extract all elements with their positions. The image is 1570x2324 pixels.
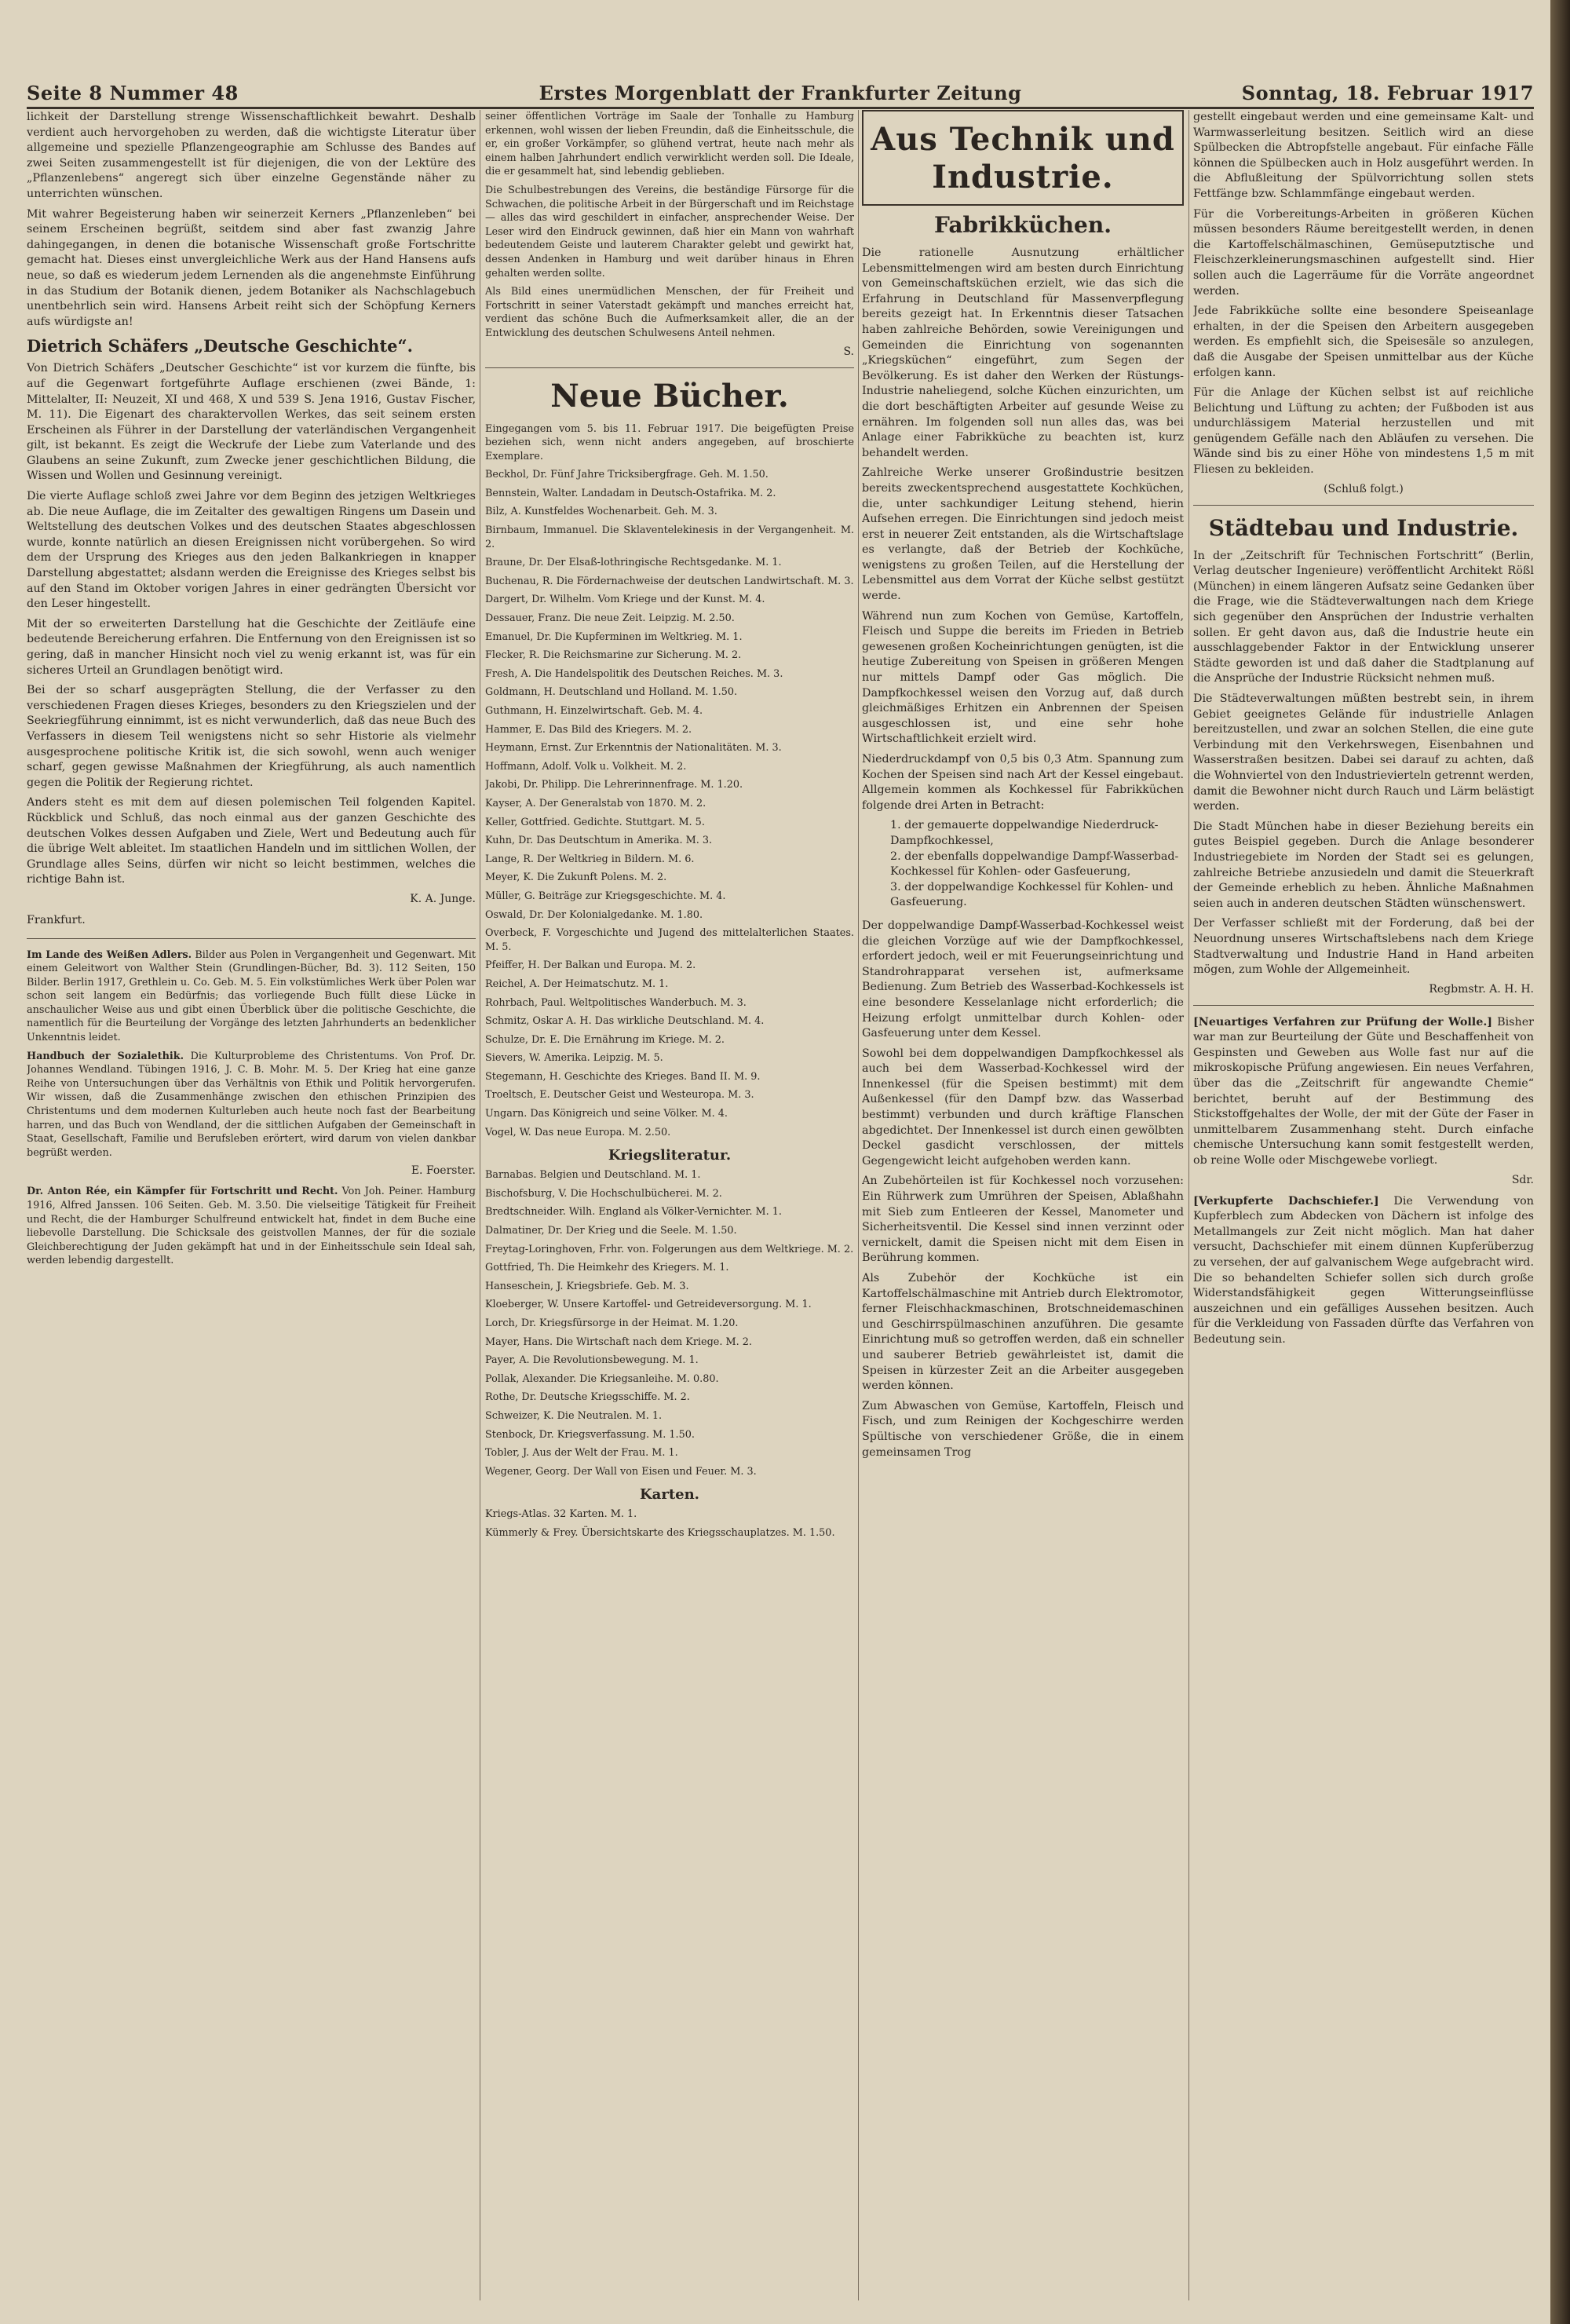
book-entry: Troeltsch, E. Deutscher Geist und Westeuropa. M. 3.	[485, 1089, 754, 1102]
book-entry: Overbeck, F. Vorgeschichte und Jugend des mittelalterlichen Staates. M. 5.	[485, 927, 854, 953]
book-entry: Barnabas. Belgien und Deutschland. M. 1.	[485, 1169, 701, 1182]
book-entry: Pollak, Alexander. Die Kriegsanleihe. M. 0.80.	[485, 1372, 719, 1385]
book-entry: Bennstein, Walter. Landadam in Deutsch-Ostafrika. M. 2.	[485, 487, 776, 499]
book-title: Dr. Anton Rée, ein Kämpfer für Fortschritt und Recht.	[27, 1186, 338, 1198]
book-entry: Kloeberger, W. Unsere Kartoffel- und Getreideversorgung. M. 1.	[485, 1299, 812, 1311]
note-signature: Sdr.	[1511, 1173, 1534, 1186]
book-entry: Beckhol, Dr. Fünf Jahre Tricksibergfrage. Geh. M. 1.50.	[485, 469, 769, 481]
book-entry: Reichel, A. Der Heimatschutz. M. 1.	[485, 977, 669, 990]
book-review	[27, 1050, 476, 1160]
book-entry: Schulze, Dr. E. Die Ernährung im Kriege. M. 2.	[485, 1033, 725, 1046]
book-entry: Stegemann, H. Geschichte des Krieges. Band II. M. 9.	[485, 1070, 761, 1083]
new-books-intro: Eingegangen vom 5. bis 11. Februar 1917. Die beigefügten Preise beziehen sich, wenn nicht anders angegeben, auf broschierte Exemplare.	[485, 422, 854, 462]
column-1	[27, 110, 476, 2300]
book-entry: Sievers, W. Amerika. Leipzig. M. 5.	[485, 1052, 663, 1065]
column-3	[862, 110, 1184, 2300]
divider	[27, 938, 476, 939]
paragraph: Bei der so scharf ausgeprägten Stellung, die der Verfasser zu den verschiedenen Fragen dieses Krieges, besonders zu den Kriegszielen und der Seekriegführung einnimmt, ist es nicht verwunderlich, daß das neue Buch des Verfassers in diesem Teil wenigstens nicht so sehr Historie als vielmehr ausgesprochene politische Kritik ist, die sich sowohl, wenn auch weniger scharf, gegen gewisse Maßnahmen der Kriegführung, als auch namentlich gegen die Politik der Regierung richtet.	[27, 684, 476, 789]
note	[1193, 1015, 1534, 1169]
header-date: Sonntag, 18. Februar 1917	[1241, 82, 1534, 104]
book-entry: Flecker, R. Die Reichsmarine zur Sicherung. M. 2.	[485, 649, 742, 662]
new-books-heading: Neue Bücher.	[550, 377, 789, 415]
list-item: 1. der gemauerte doppelwandige Niederdruck-Dampfkochkessel,	[890, 819, 1159, 847]
book-review	[27, 1185, 476, 1268]
paragraph: Als Bild eines unermüdlichen Menschen, der für Freiheit und Fortschritt in seiner Vaterstadt gekämpft und manches erreicht hat, verdient das schöne Buch die Aufmerksamkeit aller, die an der Entwicklung des deutschen Schulwesens Anteil nehmen.	[485, 286, 854, 339]
book-entry: Fresh, A. Die Handelspolitik des Deutschen Reiches. M. 3.	[485, 667, 783, 680]
column-rule	[1188, 110, 1189, 2300]
book-entry: Schmitz, Oskar A. H. Das wirkliche Deutschland. M. 4.	[485, 1015, 765, 1028]
article-title: Fabrikküchen.	[934, 212, 1112, 238]
paragraph: Die Schulbestrebungen des Vereins, die beständige Fürsorge für die Schwachen, die politische Arbeit in der Bürgerschaft und im Reichstage — alles das wird geschildert in einfacher, ansprechender Weise. Der Leser wird den Eindruck gewinnen, daß hier ein Mann von wahrhaft bedeutendem Geiste und lauterem Charakter gelebt und gewirkt hat, dessen Andenken in Hamburg und weit darüber hinaus in Ehren gehalten werden sollte.	[485, 184, 854, 280]
paragraph: Zahlreiche Werke unserer Großindustrie besitzen bereits zweckentsprechend ausgestattete Kochküchen, die, unter sachkundiger Leitung stehend, hierin Aufsehen erregen. Die Einrichtungen sind jedoch meist erst in neuerer Zeit entstanden, als die Wirtschaftslage es verlangte, daß der Betrieb der Kochküche, wenigstens zu großen Teilen, auf die Herstellung der Lebensmittel aus dem Vorrat der Küche selbst gestützt werde.	[862, 466, 1184, 603]
paragraph: Von Dietrich Schäfers „Deutscher Geschichte“ ist vor kurzem die fünfte, bis auf die Gegenwart fortgeführte Auflage erschienen (zwei Bände, 1: Mittelalter, II: Neuzeit, XI und 468, X und 539 S. Jena 1916, Gustav Fischer, M. 11). Die Eigenart des charaktervollen Werkes, das seit seinem ersten Erscheinen als Führer in der Darstellung der vaterländischen Vergangenheit gilt, ist bekannt. Es zeigt die Weckrufe der Liebe zum Vaterlande und des Glaubens an seine Zukunft, zum Zwecke jener geschichtlichen Bildung, die Wissen und Wollen und Gesinnung vereinigt.	[27, 362, 476, 483]
paragraph: Während nun zum Kochen von Gemüse, Kartoffeln, Fleisch und Suppe die bereits im Frieden in Betrieb gewesenen großen Kocheinrichtungen genügten, ist die heutige Zubereitung von Speisen in größeren Mengen nur mittels Dampf oder Gas möglich. Die Dampfkochkessel weisen den Vorzug auf, daß durch gleichmäßiges Erhitzen ein Anbrennen der Speisen ausgeschlossen ist, und eine sehr hohe Wirtschaftlichkeit erzielt wird.	[862, 609, 1184, 746]
paragraph: Die rationelle Ausnutzung erhältlicher Lebensmittelmengen wird am besten durch Einrichtung von Gemeinschaftsküchen erzielt, wie das sich die Erfahrung in Deutschland für Massenverpflegung bereits gezeigt hat. In Erkenntnis dieser Tatsachen haben zahlreiche Behörden, sowie Vereinigungen und Gemeinden die Einrichtung von sogenannten „Kriegsküchen“ eingeführt, zum Segen der Bevölkerung. Es ist daher den Werken der Rüstungs-Industrie naheliegend, solche Küchen einzurichten, um die dort beschäftigten Arbeiter auf gesunde Weise zu ernähren. Im folgenden soll nun alles das, was bei Anlage einer Fabrikküche zu beachten ist, kurz behandelt werden.	[862, 247, 1184, 459]
paragraph: Niederdruckdampf von 0,5 bis 0,3 Atm. Spannung zum Kochen der Speisen sind nach Art der Kessel eingebaut. Allgemein kommen als Kochkessel für Fabrikküchen folgende drei Arten in Betracht:	[862, 753, 1184, 812]
divider	[1193, 1005, 1534, 1006]
paragraph: Die Städteverwaltungen müßten bestrebt sein, in ihrem Gebiet geeignetes Gelände für industrielle Anlagen bereitzustellen, und zwar an solchen Stellen, die eine gute Verbindung mit den Verkehrswegen, Eisenbahnen und Wasserstraßen besitzen. Dabei sei darauf zu achten, daß die Wohnviertel von den Industrievierteln getrennt werden, damit die Bewohner nicht durch Rauch und Lärm belästigt werden.	[1193, 692, 1534, 813]
book-entry: Hanseschein, J. Kriegsbriefe. Geb. M. 3.	[485, 1280, 689, 1292]
book-entry: Müller, G. Beiträge zur Kriegsgeschichte. M. 4.	[485, 890, 726, 902]
column-2	[485, 110, 854, 2300]
book-text: Die Kulturprobleme des Christentums. Von Prof. Dr. Johannes Wendland. Tübingen 1916, J. C. B. Mohr. M. 5. Der Krieg hat eine ganze Reihe von Untersuchungen über das Verhältnis von Ethik und Politik hervorgerufen. Wir wissen, daß die Zusammenhänge zwischen den ethischen Prinzipien des Christentums und dem modernen Kulturleben auch heute noch fast der Bearbeitung harren, und das Buch von Wendland, der die sittlichen Aufgaben der Gemeinschaft in Staat, Gesellschaft, Familie und Berufsleben erörtert, wird darum von vielen dankbar begrüßt werden.	[27, 1050, 476, 1159]
book-entry: Emanuel, Dr. Die Kupferminen im Weltkrieg. M. 1.	[485, 630, 743, 643]
book-title: Handbuch der Sozialethik.	[27, 1050, 184, 1062]
paragraph: Die vierte Auflage schloß zwei Jahre vor dem Beginn des jetzigen Weltkrieges ab. Die neue Auflage, die im Zeitalter des gewaltigen Ringens um Dasein und Weltstellung des deutschen Volkes und des deutschen Staates abgeschlossen wurde, konnte natürlich an diesen Ereignissen nicht vorübergehen. So wird dem der Ursprung des Krieges aus den jeden Balkankriegen in knapper Darstellung abgestattet; alsdann werden die Ereignisse des Krieges selbst bis auf den Stand im Oktober vorigen Jahres in einer gedrängten Übersicht vor den Leser hingestellt.	[27, 490, 476, 611]
signature: S.	[843, 345, 854, 358]
book-signature: E. Foerster.	[411, 1164, 476, 1178]
column-4	[1193, 110, 1534, 2300]
column-rule	[858, 110, 859, 2300]
book-entry: Hammer, E. Das Bild des Kriegers. M. 2.	[485, 723, 692, 736]
header-page-number: Seite 8 Nummer 48	[27, 82, 239, 104]
book-entry: Kayser, A. Der Generalstab von 1870. M. 2.	[485, 797, 706, 809]
note-title: [Verkupferte Dachschiefer.]	[1193, 1194, 1379, 1208]
paragraph: Als Zubehör der Kochküche ist ein Kartoffelschälmaschine mit Antrieb durch Elektromotor, ferner Fleischhackmaschinen, Brotschneidemaschinen und Geschirrspülmaschinen anzuführen. Die gesamte Einrichtung muß so getroffen werden, daß ein schneller und sauberer Betrieb gewährleistet ist, damit die Speisen in kürzester Zeit an die Arbeiter ausgegeben werden können.	[862, 1272, 1184, 1393]
war-literature-list	[485, 1168, 854, 1478]
war-literature-heading: Kriegsliteratur.	[608, 1147, 732, 1164]
book-entry: Bredtschneider. Wilh. England als Völker-Vernichter. M. 1.	[485, 1206, 782, 1219]
book-entry: Gottfried, Th. Die Heimkehr des Kriegers. M. 1.	[485, 1262, 729, 1274]
note	[1193, 1194, 1534, 1348]
book-entry: Wegener, Georg. Der Wall von Eisen und Feuer. M. 3.	[485, 1465, 757, 1478]
paragraph: Mit wahrer Begeisterung haben wir seinerzeit Kerners „Pflanzenleben“ bei seinem Erscheinen begrüßt, seitdem sind aber fast zwanzig Jahre dahingegangen, in denen die botanische Wissenschaft große Fortschritte gemacht hat. Dieses einst unvergleichliche Werk aus der Hand Hansens aufs neue, so daß es wiederum jedem Lernenden als die angenehmste Einführung in das Studium der Botanik dienen, jedem Botaniker als Nachschlagebuch unentbehrlich sein wird. Hansens Arbeit reiht sich der Schöpfung Kerners aufs würdigste an!	[27, 207, 476, 328]
paragraph: Für die Vorbereitungs-Arbeiten in größeren Küchen müssen besonders Räume bereitgestellt werden, in denen die Kartoffelschälmaschinen, Gemüseputztische und Fleischzerkleinerungsmaschinen aufgestellt sind. Hier sollen auch die Lagerräume für die Vorräte angeordnet werden.	[1193, 207, 1534, 298]
paragraph: gestellt eingebaut werden und eine gemeinsame Kalt- und Warmwasserleitung besitzen. Seitlich wird an diese Spülbecken die Abtropfstelle angebaut. Für einfache Fälle können die Spülbecken auch in Holz ausgeführt werden. In die Abflußleitung der Spülvorrichtung sollen stets Fettfänge bzw. Schlammfänge eingebaut werden.	[1193, 111, 1534, 200]
paragraph: Anders steht es mit dem auf diesen polemischen Teil folgenden Kapitel. Rückblick und Schluß, das noch einmal aus der ganzen Geschichte des deutschen Volkes dessen Aufgaben und Ziele, Wert und Bedeutung auch für die übrige Welt ableitet. Im staatlichen Handeln und im sittlichen Wollen, der Grundlage alles Seins, dürfen wir nicht so leicht bestimmen, welches die richtige Bahn ist.	[27, 796, 476, 886]
book-entry: Guthmann, H. Einzelwirtschaft. Geb. M. 4.	[485, 705, 703, 717]
article-signature: Regbmstr. A. H. H.	[1429, 982, 1534, 996]
book-text: Von Joh. Peiner. Hamburg 1916, Alfred Janssen. 106 Seiten. Geb. M. 3.50. Die vielseitige Tätigkeit für Freiheit und Recht, die der Hamburger Schulfreund entwickelt hat, findet in dem Buche eine liebevolle Darstellung. Die Schicksale des geistvollen Mannes, der für die soziale Gleichberechtigung der Juden gekämpft hat und in der Einheitsschule sein Ideal sah, werden lebendig dargestellt.	[27, 1186, 476, 1267]
book-entry: Heymann, Ernst. Zur Erkenntnis der Nationalitäten. M. 3.	[485, 742, 782, 755]
book-entry: Dargert, Dr. Wilhelm. Vom Kriege und der Kunst. M. 4.	[485, 594, 765, 606]
book-entry: Bilz, A. Kunstfeldes Wochenarbeit. Geh. M. 3.	[485, 506, 717, 518]
book-entry: Dalmatiner, Dr. Der Krieg und die Seele. M. 1.50.	[485, 1225, 737, 1237]
book-entry: Rothe, Dr. Deutsche Kriegsschiffe. M. 2.	[485, 1391, 690, 1404]
maps-heading: Karten.	[640, 1486, 699, 1504]
review-signature: K. A. Junge.	[410, 892, 476, 905]
paragraph: In der „Zeitschrift für Technischen Fortschritt“ (Berlin, Verlag deutscher Ingenieure) veröffentlicht Architekt Rößl (München) in einem längeren Aufsatz seine Gedanken über die Frage, wie die Städteverwaltungen nach dem Kriege sich gegenüber den Ansprüchen der Industrie verhalten sollen. Er geht davon aus, daß die Industrie heute ein ausschlaggebender Faktor in der Entwicklung unserer Städte geworden ist und daß daher die Stadtplanung auf die Ansprüche der Industrie Rücksicht nehmen muß.	[1193, 549, 1534, 685]
maps-list	[485, 1507, 854, 1540]
review-title: Dietrich Schäfers „Deutsche Geschichte“.	[27, 336, 413, 356]
paragraph: An Zubehörteilen ist für Kochkessel noch vorzusehen: Ein Rührwerk zum Umrühren der Speisen, Ablaßhahn mit Sieb zum Entleeren der Kessel, Manometer und Sicherheitsventil. Die Kessel sind innen verzinnt oder vernickelt, damit die Speisen nicht mit dem Eisen in Berührung kommen.	[862, 1175, 1184, 1265]
book-entry: Schweizer, K. Die Neutralen. M. 1.	[485, 1409, 663, 1422]
continued-note: (Schluß folgt.)	[1324, 482, 1404, 495]
book-entry: Payer, A. Die Revolutionsbewegung. M. 1.	[485, 1354, 699, 1367]
book-entry: Bischofsburg, V. Die Hochschulbücherei. M. 2.	[485, 1187, 722, 1200]
note-title: [Neuartiges Verfahren zur Prüfung der Wolle.]	[1193, 1015, 1493, 1029]
article-title: Städtebau und Industrie.	[1208, 514, 1519, 541]
book-entry: Lorch, Dr. Kriegsfürsorge in der Heimat. M. 1.20.	[485, 1317, 739, 1329]
book-entry: Ungarn. Das Königreich und seine Völker. M. 4.	[485, 1108, 728, 1120]
note-text: Die Verwendung von Kupferblech zum Abdecken von Dächern ist infolge des Metallmangels zur Zeit nicht möglich. Man hat daher versucht, Dachschiefer mit einem dünnen Kupferüberzug zu versehen, der auf galvanischem Wege aufgebracht wird. Die so behandelten Schiefer sollen sich durch große Widerstandsfähigkeit gegen Witterungseinflüsse auszeichnen und ein gefälliges Aussehen besitzen. Auch für die Verkleidung von Fassaden dürfte das Verfahren von Bedeutung sein.	[1193, 1194, 1534, 1346]
book-entry: Jakobi, Dr. Philipp. Die Lehrerinnenfrage. M. 1.20.	[485, 779, 743, 791]
paragraph: Der doppelwandige Dampf-Wasserbad-Kochkessel weist die gleichen Vorzüge auf wie der Dampfkochkessel, erfordert jedoch, weil er mit Feuerungseinrichtung und Standrohrapparat versehen ist, aufmerksame Bedienung. Zum Betrieb des Wasserbad-Kochkessels ist eine besondere Kesselanlage nicht erforderlich; die Heizung erfolgt unmittelbar durch Kohlen- oder Gasfeuerung unter dem Kessel.	[862, 919, 1184, 1040]
divider	[1193, 505, 1534, 506]
book-text: Bilder aus Polen in Vergangenheit und Gegenwart. Mit einem Geleitwort von Walther Stein (Grundlingen-Bücher, Bd. 3). 112 Seiten, 150 Bilder. Berlin 1917, Grethlein u. Co. Geb. M. 5. Ein volkstümliches Werk über Polen war schon seit langem ein Bedürfnis; das vorliegende Buch füllt diese Lücke in anschaulicher Weise aus und gibt einen Überblick über die politische Geschichte, die namentlich für die Beurteilung der Vorgänge des letzten Jahrhunderts an bedenklicher Unkenntnis leidet.	[27, 948, 476, 1044]
list-item: 2. der ebenfalls doppelwandige Dampf-Wasserbad-Kochkessel für Kohlen- oder Gasfeuerung,	[890, 850, 1179, 879]
kettle-types-list	[890, 818, 1184, 911]
book-entry: Meyer, K. Die Zukunft Polens. M. 2.	[485, 872, 667, 884]
paragraph: Der Verfasser schließt mit der Forderung, daß bei der Neuordnung unseres Wirtschaftslebens nach dem Kriege Stadtverwaltung und Industrie Hand in Hand arbeiten mögen, zum Wohle der Allgemeinheit.	[1193, 917, 1534, 977]
book-entry: Tobler, J. Aus der Welt der Frau. M. 1.	[485, 1447, 678, 1460]
book-entry: Buchenau, R. Die Fördernachweise der deutschen Landwirtschaft. M. 3.	[485, 575, 854, 587]
book-entry: Vogel, W. Das neue Europa. M. 2.50.	[485, 1126, 671, 1138]
book-entry: Kriegs-Atlas. 32 Karten. M. 1.	[485, 1508, 637, 1521]
book-entry: Stenbock, Dr. Kriegsverfassung. M. 1.50.	[485, 1428, 695, 1441]
book-entry: Birnbaum, Immanuel. Die Sklaventelekinesis in der Vergangenheit. M. 2.	[485, 524, 854, 550]
page-header	[27, 79, 1534, 109]
list-item: 3. der doppelwandige Kochkessel für Kohlen- und Gasfeuerung.	[890, 880, 1174, 909]
divider	[485, 367, 854, 368]
book-entry: Braune, Dr. Der Elsaß-lothringische Rechtsgedanke. M. 1.	[485, 557, 782, 569]
paragraph: Jede Fabrikküche sollte eine besondere Speiseanlage erhalten, in der die Speisen den Arbeitern ausgegeben werden. Es empfiehlt sich, die Speisesäle so anzulegen, daß die Ausgabe der Speisen unmittelbar aus der Küche erfolgen kann.	[1193, 305, 1534, 379]
book-entry: Freytag-Loringhoven, Frhr. von. Folgerungen aus dem Weltkriege. M. 2.	[485, 1243, 854, 1255]
book-entry: Goldmann, H. Deutschland und Holland. M. 1.50.	[485, 686, 738, 699]
paragraph: seiner öffentlichen Vorträge im Saale der Tonhalle zu Hamburg erkennen, wohl wissen der lieben Freundin, daß die Einheitsschule, die er, ein großer Vorkämpfer, so glühend vertrat, heute nach mehr als einem halben Jahrhundert endlich verwirklicht werden soll. Die Ideale, die er gesammelt hat, sind lebendig geblieben.	[485, 111, 854, 178]
book-entry: Oswald, Dr. Der Kolonialgedanke. M. 1.80.	[485, 908, 703, 921]
book-entry: Hoffmann, Adolf. Volk u. Volkheit. M. 2.	[485, 760, 687, 773]
book-entry: Mayer, Hans. Die Wirtschaft nach dem Kriege. M. 2.	[485, 1336, 752, 1348]
note-text: Bisher war man zur Beurteilung der Güte und Beschaffenheit von Gespinsten und Geweben aus Wolle fast nur auf die mikroskopische Prüfung angewiesen. Ein neues Verfahren, über das die „Zeitschrift für angewandte Chemie“ berichtet, beruht auf der Bestimmung des Stickstoffgehaltes der Wolle, der mit der Güte der Faser in unmittelbarem Zusammenhang steht. Durch einfache chemische Untersuchung kann somit festgestellt werden, ob reine Wolle oder Mischgewebe vorliegt.	[1193, 1015, 1534, 1167]
header-newspaper-title: Erstes Morgenblatt der Frankfurter Zeitung	[539, 82, 1022, 104]
book-entry: Kuhn, Dr. Das Deutschtum in Amerika. M. 3.	[485, 835, 713, 847]
page-binding-edge	[1550, 0, 1570, 2324]
section-heading: Aus Technik und Industrie.	[871, 121, 1175, 195]
paragraph: Zum Abwaschen von Gemüse, Kartoffeln, Fleisch und Fisch, und zum Reinigen der Kochgeschirre werden Spültische von verschiedener Größe, die in einem gemeinsamen Trog	[862, 1399, 1184, 1459]
paragraph: Für die Anlage der Küchen selbst ist auf reichliche Belichtung und Lüftung zu achten; der Fußboden ist aus undurchlässigem Material herzustellen und mit genügendem Gefälle nach den Abläufen zu versehen. Die Wände sind bis zu einer Höhe von mindestens 1,5 m mit Fliesen zu bekleiden.	[1193, 386, 1534, 477]
new-books-list	[485, 468, 854, 1139]
paragraph: Sowohl bei dem doppelwandigen Dampfkochkessel als auch bei dem Wasserbad-Kochkessel wird der Innenkessel (für die Speisen bestimmt) mit dem Außenkessel (für den Dampf bzw. das Wasserbad bestimmt) verbunden und durch kräftige Flanschen abgedichtet. Der Innenkessel ist durch einen gewölbten Deckel gasdicht verschlossen, der mittels Gegengewicht leicht aufgehoben werden kann.	[862, 1047, 1184, 1167]
book-entry: Kümmerly & Frey. Übersichtskarte des Kriegsschauplatzes. M. 1.50.	[485, 1526, 835, 1539]
book-entry: Rohrbach, Paul. Weltpolitisches Wanderbuch. M. 3.	[485, 996, 747, 1009]
place-line: Frankfurt.	[27, 913, 86, 926]
paragraph: lichkeit der Darstellung strenge Wissenschaftlichkeit bewahrt. Deshalb verdient auch hervorgehoben zu werden, daß die wichtigste Literatur über allgemeine und spezielle Pflanzengeographie am Schlusse des Bandes auf zwei Seiten zusammengestellt ist für diejenigen, die von der Lektüre des „Pflanzenlebens“ angeregt sich über einzelne Gegenstände näher zu unterrichten wünschen.	[27, 111, 476, 200]
book-entry: Dessauer, Franz. Die neue Zeit. Leipzig. M. 2.50.	[485, 612, 735, 625]
book-title: Im Lande des Weißen Adlers.	[27, 948, 192, 961]
book-entry: Pfeiffer, H. Der Balkan und Europa. M. 2.	[485, 959, 696, 972]
paragraph: Mit der so erweiterten Darstellung hat die Geschichte der Zeitläufe eine bedeutende Bereicherung erfahren. Die Entfernung von den Ereignissen ist so gering, daß in mancher Hinsicht noch viel zu wenig erkannt ist, was für ein sicheres Urteil an Grundlagen benötigt wird.	[27, 617, 476, 677]
book-entry: Keller, Gottfried. Gedichte. Stuttgart. M. 5.	[485, 816, 705, 828]
section-heading-box	[862, 110, 1184, 206]
book-review	[27, 948, 476, 1045]
book-entry: Lange, R. Der Weltkrieg in Bildern. M. 6.	[485, 853, 695, 865]
paragraph: Die Stadt München habe in dieser Beziehung bereits ein gutes Beispiel gegeben. Durch die Anlage besonderer Industriegebiete im Norden der Stadt sei es gelungen, zahlreiche Betriebe anzusiedeln und damit die Steuerkraft der Gemeinde erheblich zu heben. Ähnliche Maßnahmen seien auch in anderen deutschen Städten wünschenswert.	[1193, 820, 1534, 910]
